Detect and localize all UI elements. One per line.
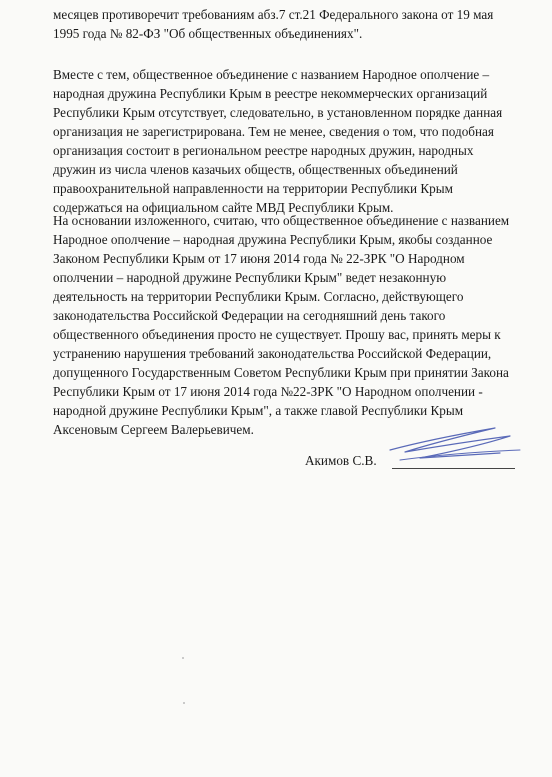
- scan-speck: [183, 702, 185, 704]
- text-line: содержаться на официальном сайте МВД Республики Крым.: [53, 200, 394, 215]
- text-line: организация не зарегистрирована. Тем не менее, сведения о том, что подобная: [53, 124, 494, 139]
- text-line: допущенного Государственным Советом Республики Крым при принятии Закона: [53, 365, 509, 380]
- text-line: общественного объединения просто не существует. Прошу вас, принять меры к: [53, 327, 501, 342]
- text-line: Аксеновым Сергеем Валерьевичем.: [53, 422, 254, 437]
- text-line: устранению нарушения требований законодательства Российской Федерации,: [53, 346, 492, 361]
- text-line: организация состоит в региональном реестре народных дружин, народных: [53, 143, 474, 158]
- text-line: деятельность на территории Республики Крым. Согласно, действующего: [53, 289, 464, 304]
- paragraph-1: [53, 5, 498, 43]
- text-line: правоохранительной направленности на территории Республики Крым: [53, 181, 453, 196]
- text-line: Вместе с тем, общественное объединение с названием Народное ополчение –: [53, 67, 490, 82]
- scan-speck: [182, 657, 184, 659]
- text-line: народная дружина Республики Крым в реестре некоммерческих организаций: [53, 86, 488, 101]
- signature-line: [392, 468, 515, 469]
- text-line: Республики Крым от 17 июня 2014 года №22-ЗРК "О Народном ополчении -: [53, 384, 483, 399]
- text-line: народной дружине Республики Крым", а также главой Республики Крым: [53, 403, 464, 418]
- text-line: дружин из числа членов казачьих обществ, общественных объединений: [53, 162, 458, 177]
- text-line: ополчении – народной дружине Республики Крым" ведет незаконную: [53, 270, 447, 285]
- text-line: законодательства Российской Федерации на сегодняшний день такого: [53, 308, 446, 323]
- text-line: Народное ополчение – народная дружина Республики Крым, якобы созданное: [53, 232, 493, 247]
- signatory-name: Акимов С.В.: [305, 453, 377, 468]
- paragraph-3: [53, 211, 510, 439]
- handwritten-signature: [360, 420, 530, 475]
- paragraph-2: [53, 65, 503, 217]
- text-line: месяцев противоречит требованиям абз.7 ст.21 Федерального закона от 19 мая: [53, 7, 494, 22]
- text-line: Законом Республики Крым от 17 июня 2014 года № 22-ЗРК "О Народном: [53, 251, 465, 266]
- text-line: Республики Крым отсутствует, следовательно, в установленном порядке данная: [53, 105, 503, 120]
- text-line: 1995 года № 82-ФЗ "Об общественных объединениях".: [53, 26, 363, 41]
- text-line: На основании изложенного, считаю, что общественное объединение с названием: [53, 213, 510, 228]
